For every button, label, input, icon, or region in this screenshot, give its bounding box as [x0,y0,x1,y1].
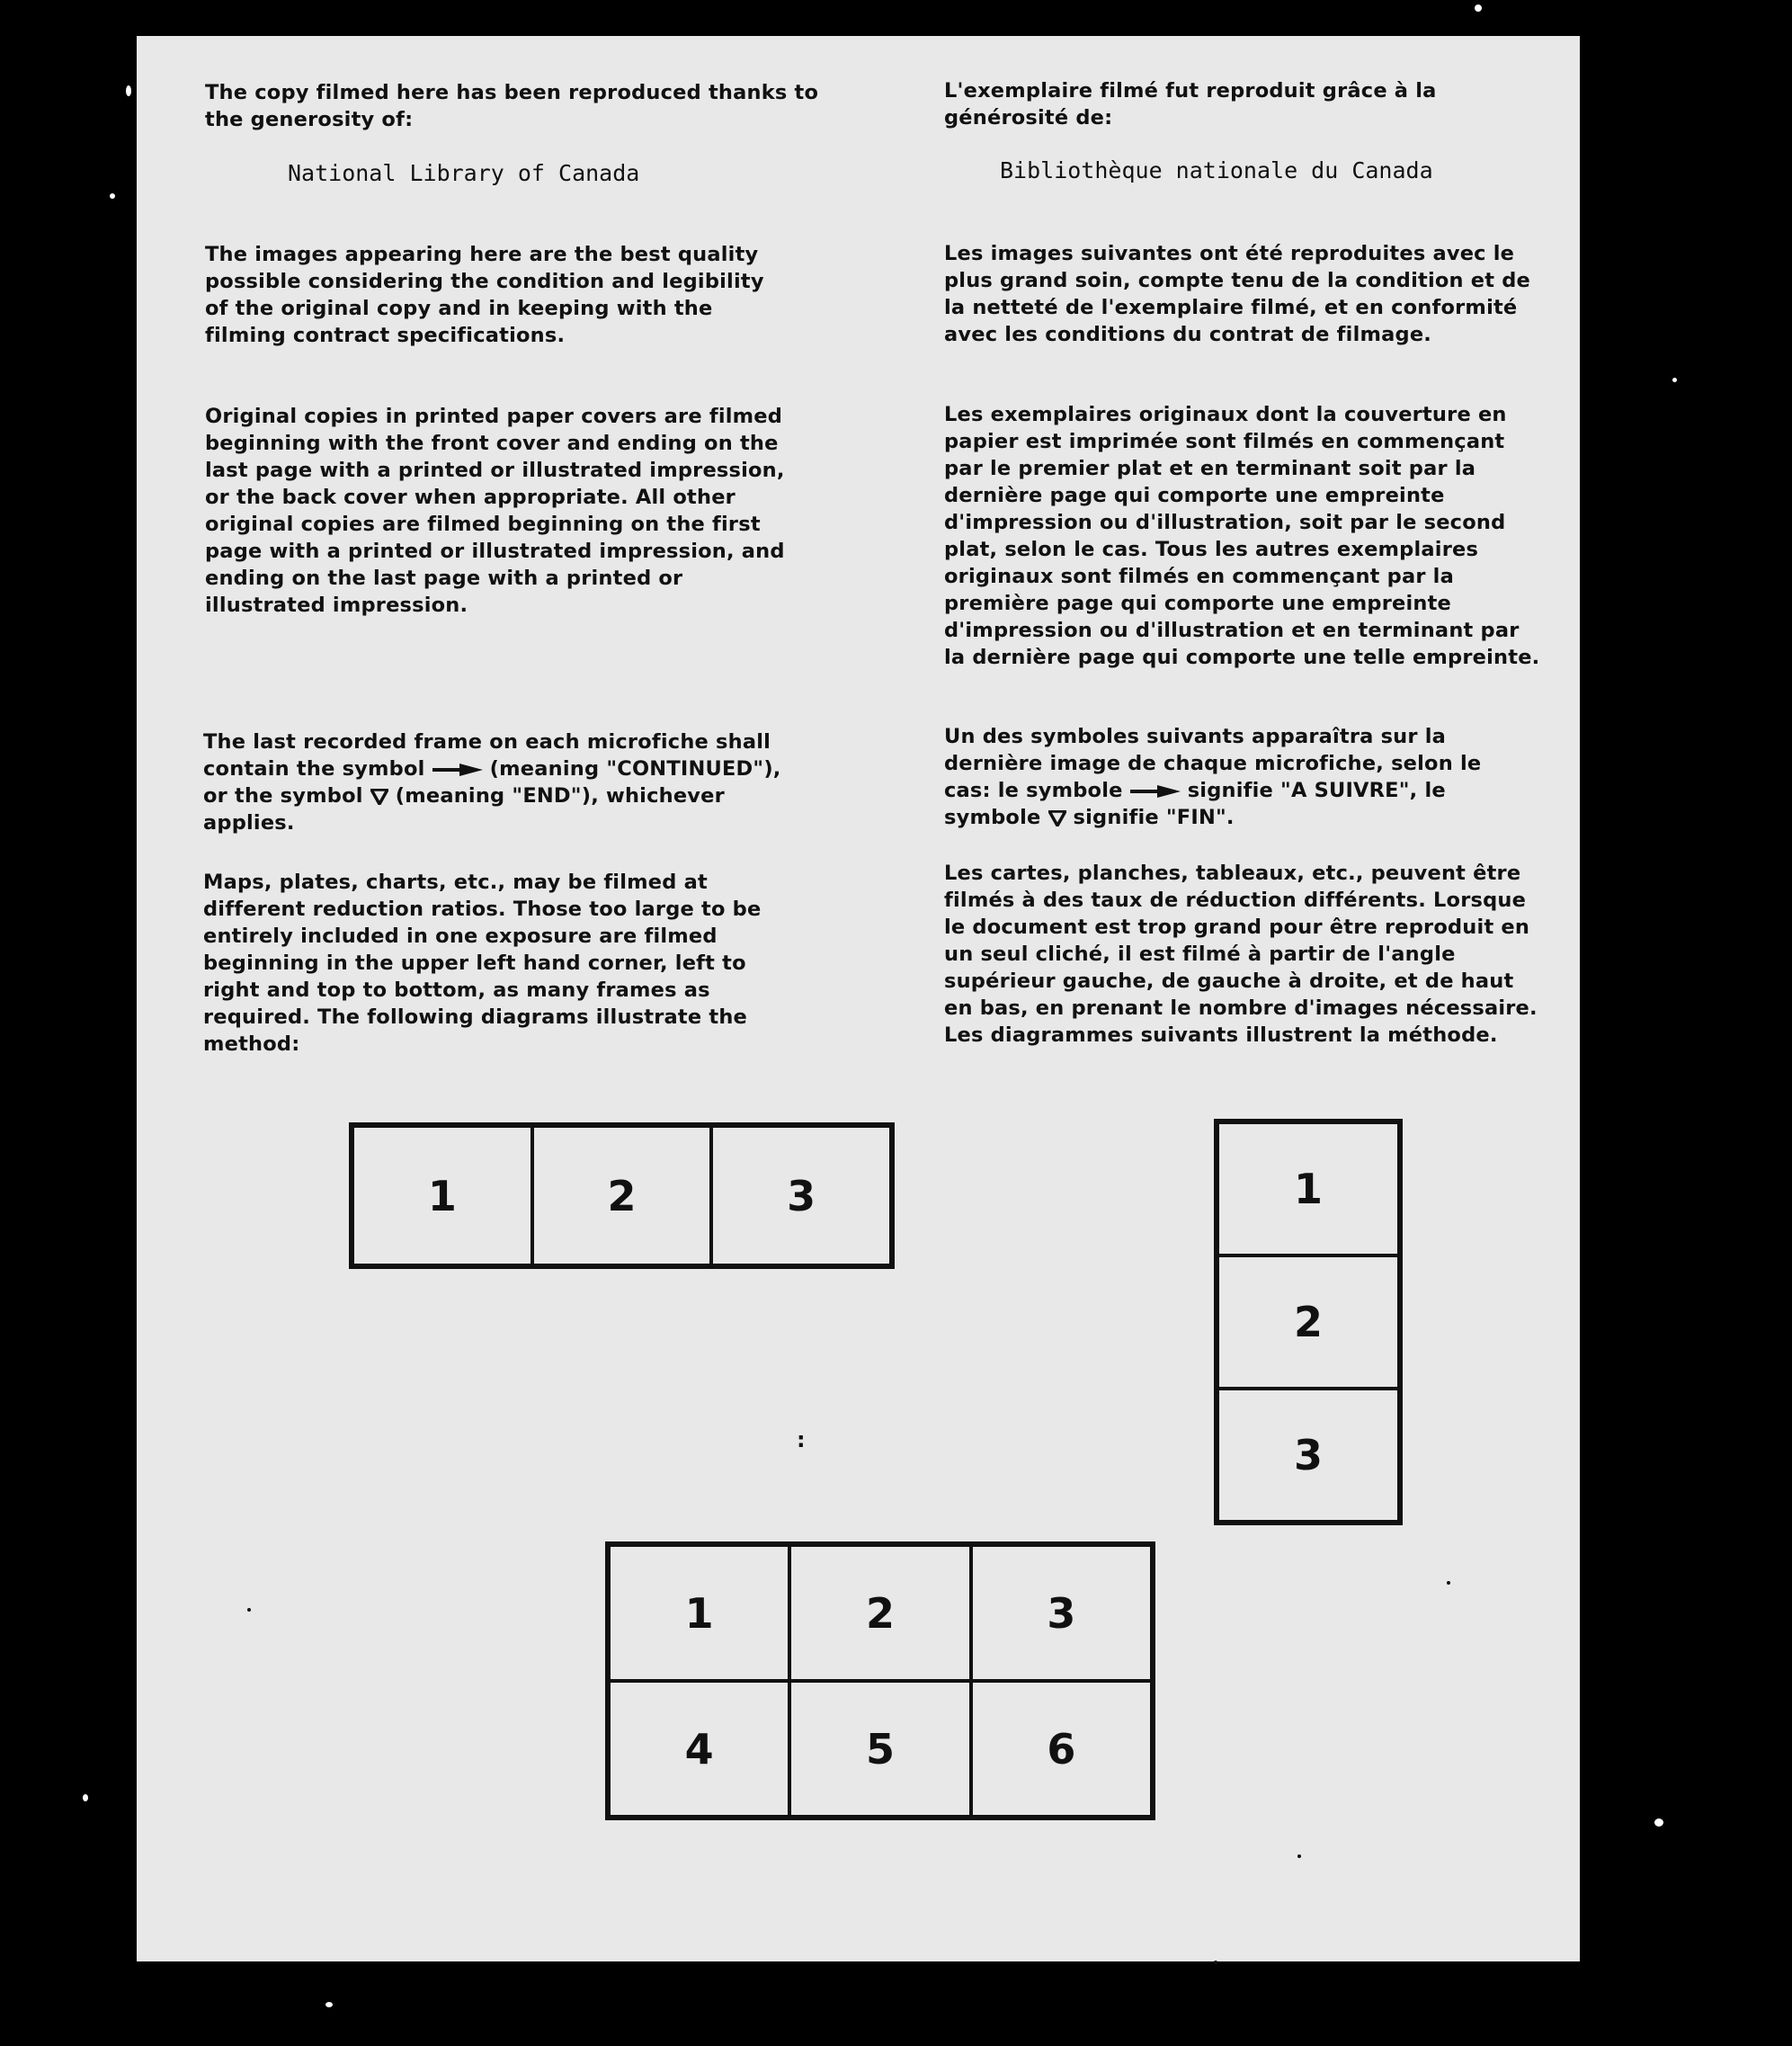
continued-arrow-icon [432,764,483,776]
end-triangle-icon [370,789,388,805]
frame-cell: 2 [1217,1255,1399,1389]
fin-triangle-icon [1048,810,1066,826]
diagram-grid [605,1541,1155,1820]
dust-speck [1214,1961,1217,1964]
dust-speck [325,2002,333,2007]
en-frame-symbol-paragraph [203,728,788,836]
fr-quality-paragraph: Les images suivantes ont été reproduites avec le plus grand soin, compte tenu de la condition et de la netteté de l'exemplaire filmé, et en conformité avec les conditions du contrat de filmage. [944,242,1530,346]
fr-maps-paragraph: Les cartes, planches, tableaux, etc., peuvent être filmés à des taux de réduction différents. Lorsque le document est trop grand pour être reproduit en un seul cliché, il est filmé à partir de l'angle supérieur gauche, de gauche à droite, et de haut en bas, en prenant le nombre d'images nécessaire. Les diagrammes suivants illustrent la méthode. [944,862,1538,1047]
frame-cell: 6 [971,1681,1152,1817]
diagram-vertical [1214,1119,1403,1525]
frame-cell: 3 [711,1126,891,1265]
frame-cell: 5 [789,1681,970,1817]
dust-speck [1672,378,1677,382]
fr-symbols-text-a: Un des symboles suivants apparaîtra sur la dernière image de chaque microfiche, selon le cas: le symbole [944,725,1482,802]
frame-cell: 2 [532,1126,712,1265]
frame-cell: 1 [1217,1122,1399,1255]
dust-speck [1475,4,1482,12]
fr-library-name: Bibliothèque nationale du Canada [1000,157,1433,183]
frame-cell: 4 [609,1681,789,1817]
dust-speck [126,85,131,96]
a-suivre-arrow-icon [1130,785,1181,798]
dust-speck [247,1608,251,1612]
diagram-horizontal [349,1122,895,1269]
fr-symbols-text-b: signifie "A SUIVRE", le symbole [944,779,1446,829]
frame-cell: 3 [1217,1389,1399,1522]
en-original-copies-paragraph: Original copies in printed paper covers are filmed beginning with the front cover and ending on the last page with a printed or illustrated impression, or the back cover when appropriate. All other original copies are filmed beginning on the first page with a printed or illustrated impression, and ending on the last page with a printed or illustrated impression. [205,405,785,617]
dust-speck [83,1794,88,1801]
dust-speck [1297,1854,1301,1858]
en-frame-text-a: The last recorded frame on each microfiche shall contain the symbol [203,730,771,781]
en-quality-paragraph: The images appearing here are the best quality possible considering the condition and legibility of the original copy and in keeping with the filming contract specifications. [205,243,764,347]
frame-cell: 2 [789,1545,970,1681]
en-maps-paragraph: Maps, plates, charts, etc., may be filmed at different reduction ratios. Those too large to be entirely included in one exposure are filmed beginning in the upper left hand corner, left to right and top to bottom, as many frames as required. The following diagrams illustrate the method: [203,871,762,1056]
fr-symbols-text-c: signifie "FIN". [1073,806,1235,829]
fr-original-copies-paragraph: Les exemplaires originaux dont la couverture en papier est imprimée sont filmés en commençant par le premier plat et en terminant soit par la dernière page qui comporte une empreinte d'impression ou d'illustration, soit par le second plat, selon le cas. Tous les autres exemplaires originaux sont filmés en commençant par la première page qui comporte une empreinte d'impression ou d'illustration et en terminant par la dernière page qui comporte une telle empreinte. [944,403,1540,669]
dust-speck [110,193,115,199]
dust-speck [1654,1818,1663,1827]
fr-intro: L'exemplaire filmé fut reproduit grâce à la générosité de: [944,79,1437,130]
en-intro: The copy filmed here has been reproduced thanks to the generosity of: [205,81,819,131]
fr-symbols-paragraph [944,723,1520,831]
en-frame-text-b: (meaning "CONTINUED"), or the symbol [203,757,781,808]
dust-speck [1447,1581,1450,1585]
en-frame-text-c: (meaning "END"), whichever applies. [203,784,725,835]
en-library-name: National Library of Canada [288,160,640,186]
frame-cell: 1 [352,1126,532,1265]
frame-cell: 1 [609,1545,789,1681]
frame-cell: 3 [971,1545,1152,1681]
stray-mark: : [797,1427,806,1452]
